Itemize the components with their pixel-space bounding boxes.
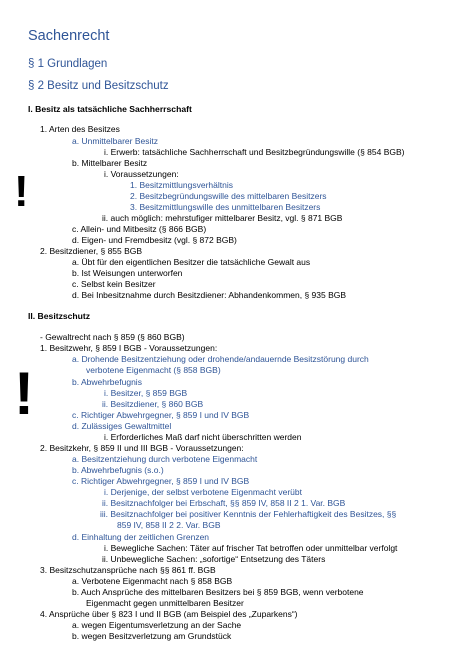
list-item: Eigenmacht gegen unmittelbaren Besitzer	[86, 598, 244, 608]
exclamation-mark-icon: !	[14, 167, 29, 216]
part-heading-2: II. Besitzschutz	[28, 311, 91, 321]
list-item: ii. Besitznachfolger bei Erbschaft, §§ 859 IV, 858 II 2 1. Var. BGB	[102, 498, 346, 508]
list-item: 2. Besitzdiener, § 855 BGB	[40, 246, 143, 256]
list-item: 1. Arten des Besitzes	[40, 124, 120, 134]
list-item: 3. Besitzschutzansprüche nach §§ 861 ff. BGB	[40, 565, 216, 575]
list-item: a. Verbotene Eigenmacht nach § 858 BGB	[72, 576, 233, 586]
list-item: 2. Besitzbegründungswille des mittelbaren Besitzers	[130, 191, 327, 201]
list-item: 1. Besitzwehr, § 859 I BGB - Voraussetzungen:	[40, 343, 218, 353]
list-item: ii. Unbewegliche Sachen: „sofortige“ Entsetzung des Täters	[102, 554, 326, 564]
list-item: a. Besitzentziehung durch verbotene Eigenmacht	[72, 454, 258, 464]
list-item: b. Abwehrbefugnis	[72, 377, 142, 387]
list-item: 1. Besitzmittlungsverhältnis	[130, 180, 233, 190]
list-item: d. Zulässiges Gewaltmittel	[72, 421, 172, 431]
list-item: i. Voraussetzungen:	[104, 169, 179, 179]
list-item: a. Unmittelbarer Besitz	[72, 136, 158, 146]
list-item: - Gewaltrecht nach § 859 (§ 860 BGB)	[40, 332, 185, 342]
list-item: a. wegen Eigentumsverletzung an der Sache	[72, 620, 242, 630]
list-item: b. Ist Weisungen unterworfen	[72, 268, 183, 278]
list-item: d. Eigen- und Fremdbesitz (vgl. § 872 BGB)	[72, 235, 237, 245]
list-item: c. Richtiger Abwehrgegner, § 859 I und IV BGB	[72, 410, 250, 420]
list-item: i. Besitzer, § 859 BGB	[104, 388, 188, 398]
list-item: a. Übt für den eigentlichen Besitzer die tatsächliche Gewalt aus	[72, 257, 311, 267]
document-title: Sachenrecht	[28, 28, 110, 44]
list-item: 4. Ansprüche über § 823 I und II BGB (am Beispiel des „Zuparkens“)	[40, 609, 298, 619]
list-item: 3. Besitzmittlungswille des unmittelbaren Besitzers	[130, 202, 321, 212]
list-item: i. Bewegliche Sachen: Täter auf frischer Tat betroffen oder unmittelbar verfolgt	[104, 543, 398, 553]
section-heading-2: § 2 Besitz und Besitzschutz	[28, 80, 169, 92]
list-item: verbotene Eigenmacht (§ 858 BGB)	[86, 365, 221, 375]
list-item: c. Allein- und Mitbesitz (§ 866 BGB)	[72, 224, 207, 234]
list-item: b. Mittelbarer Besitz	[72, 158, 148, 168]
list-item: iii. Besitznachfolger bei positiver Kenntnis der Fehlerhaftigkeit des Besitzes, §§	[100, 509, 397, 519]
list-item: 859 IV, 858 II 2 2. Var. BGB	[117, 520, 221, 530]
list-item: d. Einhaltung der zeitlichen Grenzen	[72, 532, 210, 542]
list-item: c. Selbst kein Besitzer	[72, 279, 156, 289]
part-heading-1: I. Besitz als tatsächliche Sachherrschaft	[28, 104, 192, 114]
list-item: i. Derjenige, der selbst verbotene Eigenmacht verübt	[104, 487, 302, 497]
list-item: ii. auch möglich: mehrstufiger mittelbarer Besitz, vgl. § 871 BGB	[102, 213, 343, 223]
list-item: 2. Besitzkehr, § 859 II und III BGB - Voraussetzungen:	[40, 443, 244, 453]
section-heading-1: § 1 Grundlagen	[28, 58, 108, 70]
list-item: i. Erforderliches Maß darf nicht überschritten werden	[104, 432, 302, 442]
list-item: a. Drohende Besitzentziehung oder drohende/andauernde Besitzstörung durch	[72, 354, 369, 364]
list-item: c. Richtiger Abwehrgegner, § 859 I und IV BGB	[72, 476, 250, 486]
list-item: b. Abwehrbefugnis (s.o.)	[72, 465, 164, 475]
list-item: i. Erwerb: tatsächliche Sachherrschaft und Besitzbegründungswille (§ 854 BGB)	[104, 147, 405, 157]
list-item: ii. Besitzdiener, § 860 BGB	[102, 399, 204, 409]
list-item: b. wegen Besitzverletzung am Grundstück	[72, 631, 232, 641]
list-item: d. Bei Inbesitznahme durch Besitzdiener: Abhandenkommen, § 935 BGB	[72, 290, 347, 300]
list-item: b. Auch Ansprüche des mittelbaren Besitzers bei § 859 BGB, wenn verbotene	[72, 587, 364, 597]
exclamation-mark-icon: !	[14, 360, 34, 427]
